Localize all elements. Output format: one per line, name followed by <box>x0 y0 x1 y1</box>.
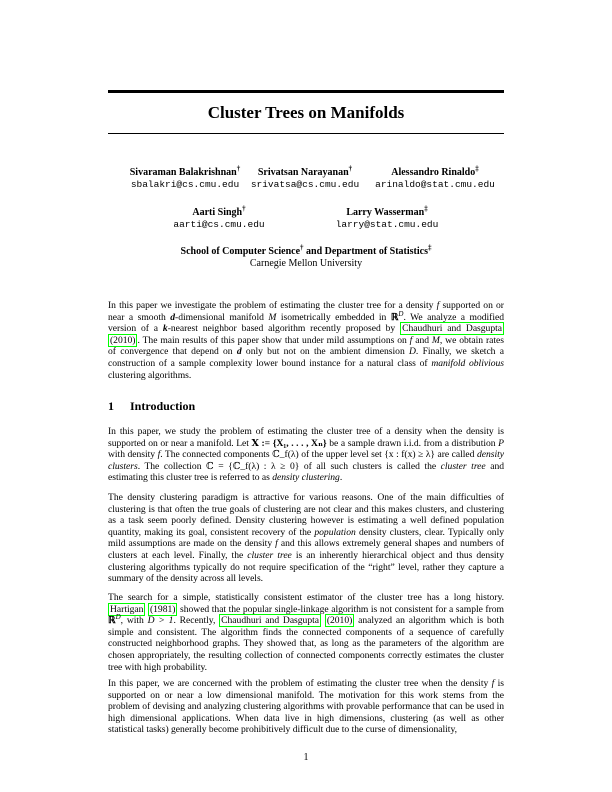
citation-link[interactable]: Chaudhuri and Dasgupta <box>402 323 502 335</box>
affiliation <box>108 243 504 270</box>
author-email[interactable]: aarti@cs.cmu.edu <box>173 219 265 230</box>
title-top-rule <box>108 90 504 93</box>
author-name: Sivaraman Balakrishnan† <box>129 164 241 178</box>
body-paragraph: In this paper, we study the problem of estimating the cluster tree of a density when the density is supported on or near a manifold. Let 𝐗 := {X₁, . . . , Xₙ} be a sample drawn i.i.d. from a distribution P with density f. The connected components ℂ_f(λ) of the upper level set {x : f(x) ≥ λ} are called density clusters. The collection ℂ = {ℂ_f(λ) : λ ≥ 0} of all such clusters is called the cluster tree and estimating this cluster tree is referred to as density clustering. <box>108 426 504 484</box>
author-email[interactable]: sbalakri@cs.cmu.edu <box>130 179 240 190</box>
author-block <box>302 206 472 231</box>
citation-link[interactable]: (1981) <box>149 603 176 615</box>
author-name: Srivatsan Narayanan† <box>257 164 353 178</box>
author-email[interactable]: arinaldo@stat.cmu.edu <box>375 179 495 190</box>
page-number: 1 <box>303 752 309 763</box>
citation-link[interactable]: (2010) <box>326 615 353 627</box>
abstract-paragraph: In this paper we investigate the problem of estimating the cluster tree for a density f supported on or near a smooth d-dimensional manifold M isometrically embedded in ℝ$^D$. We analyze a modified version of a k-nearest neighbor based algorithm recently proposed by Chaudhuri and Dasgupta (2010) . The main results of this paper show that under mild assumptions on f and M, we obtain rates of convergence that depend on d only but not on the ambient dimension D. Finally, we sketch a construction of a sample complexity lower bound instance for a natural class of manifold oblivious clustering algorithms. <box>108 300 505 381</box>
author-name: Larry Wasserman‡ <box>346 204 428 218</box>
section-heading: 1 Introduction <box>108 399 196 413</box>
author-email[interactable]: larry@stat.cmu.edu <box>335 219 439 230</box>
title-bottom-rule <box>108 133 504 134</box>
author-block <box>134 206 304 231</box>
author-name: Aarti Singh† <box>192 204 246 218</box>
citation-link[interactable]: Hartigan <box>110 603 144 615</box>
affiliation-university: Carnegie Mellon University <box>249 258 363 269</box>
paper-title: Cluster Trees on Manifolds <box>207 103 405 122</box>
body-paragraph: The search for a simple, statistically consistent estimator of the cluster tree has a long history. Hartigan (1981) showed that the popular single-linkage algorithm is not consistent for a sample from ℝ$^D$, with D > 1. Recently, Chaudhuri and Dasgupta (2010) analyzed an algorithm which is both simple and consistent. The algorithm finds the connected components of a sequence of carefully constructed neighborhood graphs. They showed that, as long as the parameters of the algorithm are chosen appropriately, the resulting collection of connected components correctly estimates the cluster tree with high probability. <box>108 592 504 673</box>
body-paragraph: The density clustering paradigm is attractive for various reasons. One of the main difficulties of clustering is that often the true goals of clustering are not clear and this makes clusters, and clustering as a task seem poorly defined. Density clustering however is estimating a well defined population quantity, making its goal, consistent recovery of the population density clusters, clear. Typically only mild assumptions are made on the density f and this allows extremely general shapes and numbers of clusters at each level. Finally, the cluster tree is an inherently hierarchical object and thus density clustering algorithms typically do not require specification of the “right” level, rather they capture a summary of the density across all levels. <box>108 492 505 585</box>
author-block <box>350 166 520 191</box>
affiliation-school: School of Computer Science† and Department of Statistics‡ <box>180 243 432 257</box>
citation-link[interactable]: (2010) <box>110 334 136 346</box>
author-name: Alessandro Rinaldo‡ <box>391 164 479 178</box>
body-paragraph: In this paper, we are concerned with the problem of estimating the cluster tree when the density f is supported on or near a low dimensional manifold. The motivation for this work stems from the problem of devising and analyzing clustering algorithms with provable performance that can be used in high dimensional applications. When data live in high dimensions, clustering (as well as other statistical tasks) generally become prohibitively difficult due to the curse of dimensionality, <box>108 678 504 736</box>
author-email[interactable]: srivatsa@cs.cmu.edu <box>250 179 360 190</box>
citation-link[interactable]: Chaudhuri and Dasgupta <box>221 615 319 627</box>
